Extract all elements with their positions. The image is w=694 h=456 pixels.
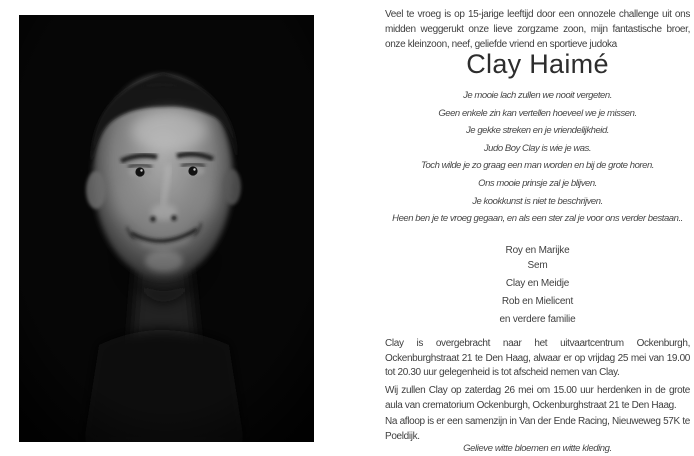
memorial-photo [19, 15, 314, 442]
family-line: en verdere familie [499, 314, 576, 325]
poem-line: Je mooie lach zullen we nooit vergeten. [463, 90, 612, 101]
poem-line: Geen enkele zin kan vertellen hoeveel we je missen. [438, 107, 637, 119]
closing-request: Gelieve witte bloemen en witte kleding. [463, 443, 612, 454]
portrait-illustration [19, 15, 314, 442]
memorial-poem [385, 87, 690, 228]
family-line: Clay en Meidje [505, 278, 570, 289]
family-line: Roy en Marijke [505, 245, 570, 256]
poem-line: Judo Boy Clay is wie je was. [483, 142, 592, 154]
poem-line: Ons mooie prinsje zal je blijven. [478, 177, 597, 189]
ceremony-paragraph: Wij zullen Clay op zaterdag 26 mei om 15.00 uur herdenken in de grote aula van crematorium Ockenburgh, Ockenburghstraat 21 te Den Haag. [385, 385, 690, 411]
family-line: Sem [527, 260, 548, 271]
deceased-name: Clay Haimé [466, 49, 609, 79]
intro-paragraph: Veel te vroeg is op 15-jarige leeftijd door een onnozele challenge uit ons midden weggerukt onze lieve zorgzame zoon, mijn fantastische broer, onze kleinzoon, neef, geliefde vriend en sportieve judoka [385, 9, 690, 50]
poem-line: Heen ben je te vroeg gegaan, en als een ster zal je voor ons verder bestaan.. [392, 213, 683, 225]
visitation-paragraph: Clay is overgebracht naar het uitvaartcentrum Ockenburgh, Ockenburghstraat 21 te Den Haag, alwaar er op vrijdag 25 mei van 19.00 tot 20.30 uur gelegenheid is tot afscheid nemen van Clay. [385, 338, 690, 378]
gathering-paragraph: Na afloop is er een samenzijn in Van der Ende Racing, Nieuweweg 57K te Poeldijk. [385, 416, 690, 442]
poem-line: Je kookkunst is niet te beschrijven. [472, 195, 603, 207]
family-names [385, 243, 690, 327]
poem-line: Toch wilde je zo graag een man worden en bij de grote horen. [420, 160, 654, 172]
family-line: Rob en Mielicent [501, 296, 574, 307]
poem-line: Je gekke streken en je vriendelijkheid. [466, 125, 609, 137]
